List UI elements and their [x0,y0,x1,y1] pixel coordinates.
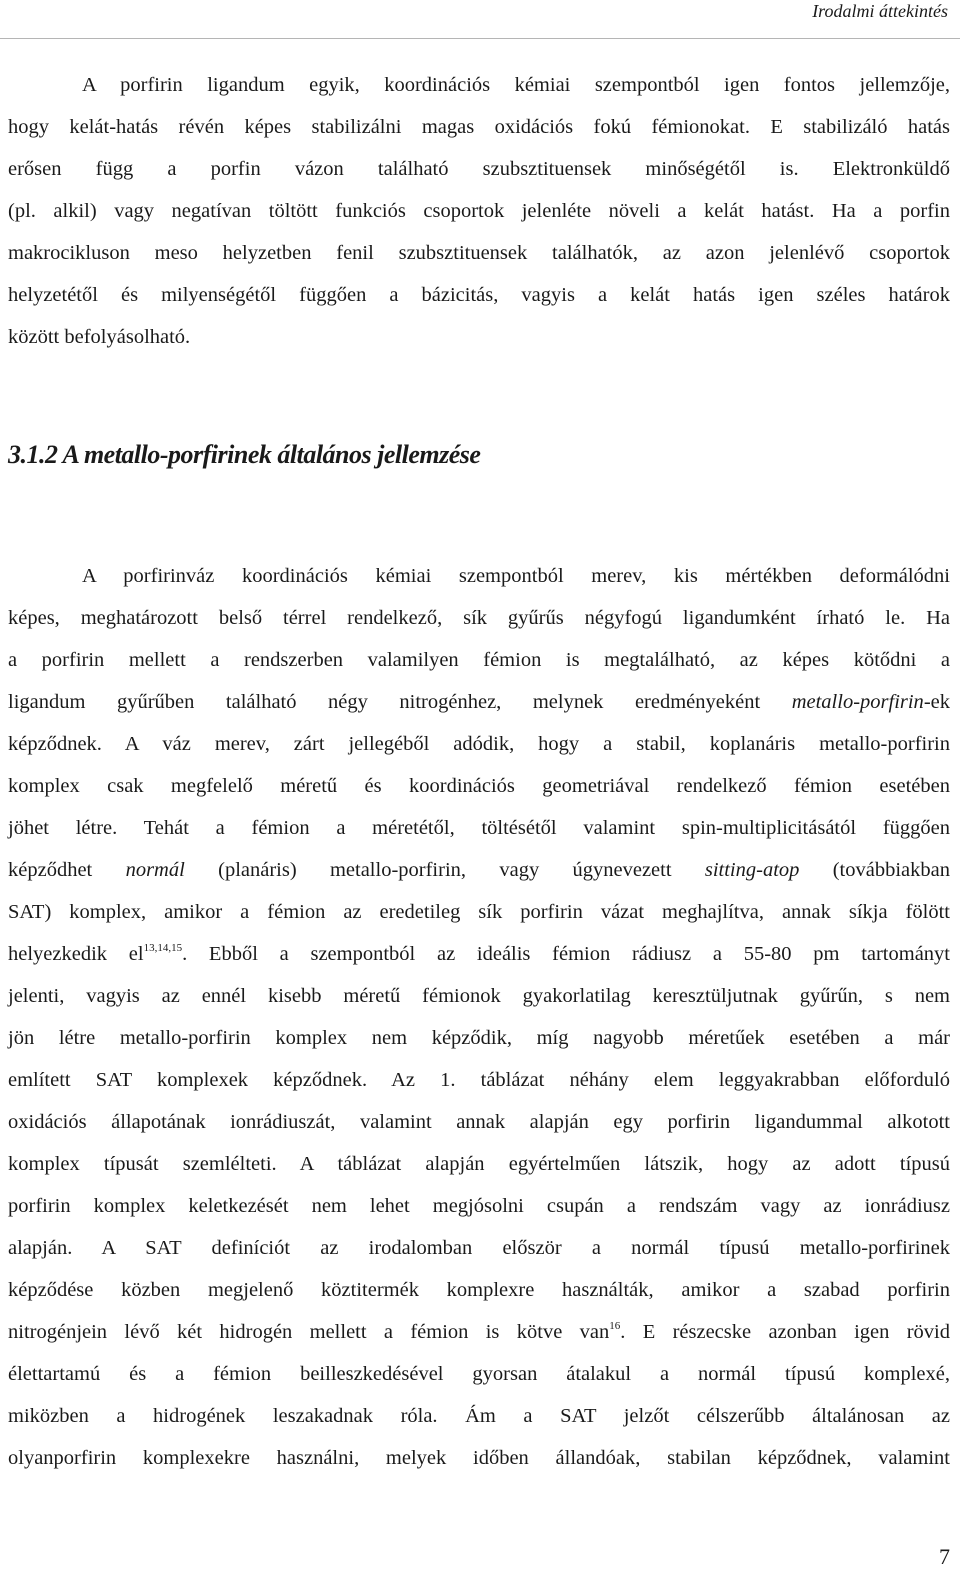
text-run: ligandum gyűrűben található négy nitrogénhez, melynek eredményeként [8,691,792,713]
text-line [8,1311,950,1353]
text-line [8,681,950,723]
text-line: porfirin komplex keletkezését nem lehet megjósolni csupán a rendszám vagy az ionrádiusz [8,1195,950,1217]
text-run: képződhet [8,859,126,881]
text-run: (planáris) metallo-porfirin, vagy úgynevezett [184,859,705,881]
text-line: oxidációs állapotának ionrádiuszát, valamint annak alapján egy porfirin ligandummal alkotott [8,1111,950,1133]
text-run: helyezkedik el [8,943,144,965]
text-line: olyanporfirin komplexekre használni, melyek időben állandóak, stabilan képződnek, valamint [8,1447,950,1469]
text-line: helyzetétől és milyenségétől függően a bázicitás, vagyis a kelát hatás igen széles határok [8,284,950,306]
text-line: jöhet létre. Tehát a fémion a méretétől, töltésétől valamint spin-multiplicitásától függően [8,817,950,839]
text-line: képes, meghatározott belső térrel rendelkező, sík gyűrűs négyfogú ligandumként írható le. Ha [8,607,950,629]
text-line: hogy kelát-hatás révén képes stabilizálni magas oxidációs fokú fémionokat. E stabilizáló hatás [8,116,950,138]
text-line: jön létre metallo-porfirin komplex nem képződik, míg nagyobb méretűek esetében a már [8,1027,950,1049]
text-line: alapján. A SAT definíciót az irodalomban először a normál típusú metallo-porfirinek [8,1237,950,1259]
intro-paragraph [8,64,950,358]
text-line: a porfirin mellett a rendszerben valamilyen fémion is megtalálható, az képes kötődni a [8,649,950,671]
text-line: képződnek. A váz merev, zárt jellegéből adódik, hogy a stabil, koplanáris metallo-porfirin [8,733,950,755]
text-run: (továbbiakban [799,859,950,881]
text-line: között befolyásolható. [8,326,191,348]
section-heading: 3.1.2 A metallo-porfirinek általános jellemzése [8,440,481,469]
italic-term-sitting-atop: sitting-atop [704,859,800,881]
main-paragraph [8,555,950,1479]
text-line [8,933,950,975]
text-line: (pl. alkil) vagy negatívan töltött funkciós csoportok jelenléte növeli a kelát hatást. Ha a porfin [8,200,950,222]
text-line: makrocikluson meso helyzetben fenil szubsztituensek találhatók, az azon jelenlévő csoportok [8,242,950,264]
text-line [8,849,950,891]
text-line: képződése közben megjelenő köztitermék komplexre használták, amikor a szabad porfirin [8,1279,950,1301]
text-line: miközben a hidrogének leszakadnak róla. Ám a SAT jelzőt célszerűbb általánosan az [8,1405,950,1427]
text-line: élettartamú és a fémion beilleszkedésével gyorsan átalakul a normál típusú komplexé, [8,1363,950,1385]
citation-superscript: 13,14,15 [143,942,183,954]
text-line: komplex csak megfelelő méretű és koordinációs geometriával rendelkező fémion esetében [8,775,950,797]
text-line: komplex típusát szemlélteti. A táblázat alapján egyértelműen látszik, hogy az adott típusú [8,1153,950,1175]
italic-term-normal: normál [125,859,185,881]
running-header [0,0,960,39]
text-line: SAT) komplex, amikor a fémion az eredetileg sík porfirin vázat meghajlítva, annak síkja fölött [8,901,950,923]
text-run: . E részecske azonban igen rövid [620,1321,950,1343]
page-number: 7 [939,1544,950,1569]
running-title: Irodalmi áttekintés [812,1,948,21]
text-line: említett SAT komplexek képződnek. Az 1. táblázat néhány elem leggyakrabban előforduló [8,1069,950,1091]
text-run: -ek [923,691,950,713]
text-line: A porfirinváz koordinációs kémiai szempontból merev, kis mértékben deformálódni [82,565,950,587]
text-run: . Ebből a szempontból az ideális fémion rádiusz a 55-80 pm tartományt [182,943,950,965]
text-run: nitrogénjein lévő két hidrogén mellett a fémion is kötve van [8,1321,610,1343]
citation-superscript: 16 [609,1320,621,1332]
text-line: A porfirin ligandum egyik, koordinációs kémiai szempontból igen fontos jellemzője, [82,74,950,96]
text-line: jelenti, vagyis az ennél kisebb méretű fémionok gyakorlatilag keresztüljutnak gyűrűn, s nem [8,985,950,1007]
text-line: erősen függ a porfin vázon található szubsztituensek minőségétől is. Elektronküldő [8,158,950,180]
italic-term-metallo-porfirin: metallo-porfirin [791,691,924,713]
